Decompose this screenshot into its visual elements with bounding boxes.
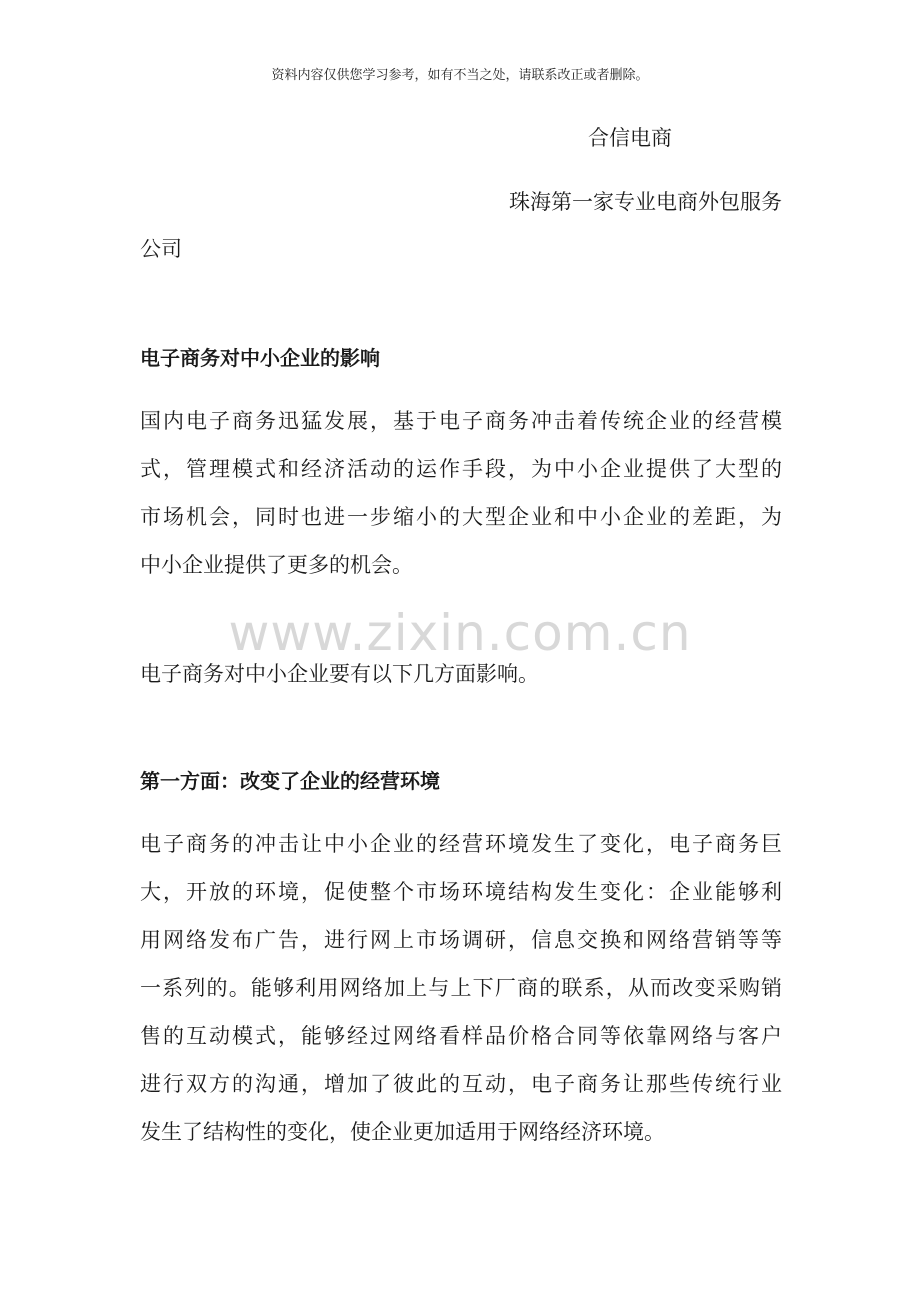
company-name: 合信电商 — [588, 126, 672, 150]
header-disclaimer: 资料内容仅供您学习参考，如有不当之处，请联系改正或者删除。 — [271, 68, 649, 83]
section-1-paragraph-line: 中小企业提供了更多的机会。 — [140, 553, 413, 577]
section-2-paragraph-line: 电子商务的冲击让中小企业的经营环境发生了变化，电子商务巨 — [140, 832, 782, 856]
section-2-paragraph-line: 一系列的。能够利用网络加上与上下厂商的联系，从而改变采购销 — [140, 976, 782, 1000]
section-2-paragraph-line: 进行双方的沟通，增加了彼此的互动，电子商务让那些传统行业 — [140, 1072, 782, 1096]
section-1-paragraph-line: 国内电子商务迅猛发展，基于电子商务冲击着传统企业的经营模 — [140, 409, 782, 433]
section-2-paragraph-line: 用网络发布广告，进行网上市场调研，信息交换和网络营销等等 — [140, 928, 782, 952]
section-2-heading: 第一方面：改变了企业的经营环境 — [140, 769, 440, 793]
section-2-paragraph-line: 发生了结构性的变化，使企业更加适用于网络经济环境。 — [140, 1120, 665, 1144]
company-description-line-1: 珠海第一家专业电商外包服务 — [509, 190, 782, 214]
section-2-paragraph-line: 大，开放的环境，促使整个市场环境结构发生变化：企业能够利 — [140, 880, 782, 904]
watermark: www.zixin.com.cn — [228, 604, 692, 662]
section-1-paragraph-line: 市场机会，同时也进一步缩小的大型企业和中小企业的差距，为 — [140, 505, 782, 529]
section-1-intro: 电子商务对中小企业要有以下几方面影响。 — [140, 662, 539, 686]
section-2-paragraph-line: 售的互动模式，能够经过网络看样品价格合同等依靠网络与客户 — [140, 1024, 782, 1048]
company-description-line-2: 公司 — [140, 237, 182, 261]
section-1-heading: 电子商务对中小企业的影响 — [140, 346, 380, 370]
section-1-paragraph-line: 式，管理模式和经济活动的运作手段，为中小企业提供了大型的 — [140, 457, 782, 481]
